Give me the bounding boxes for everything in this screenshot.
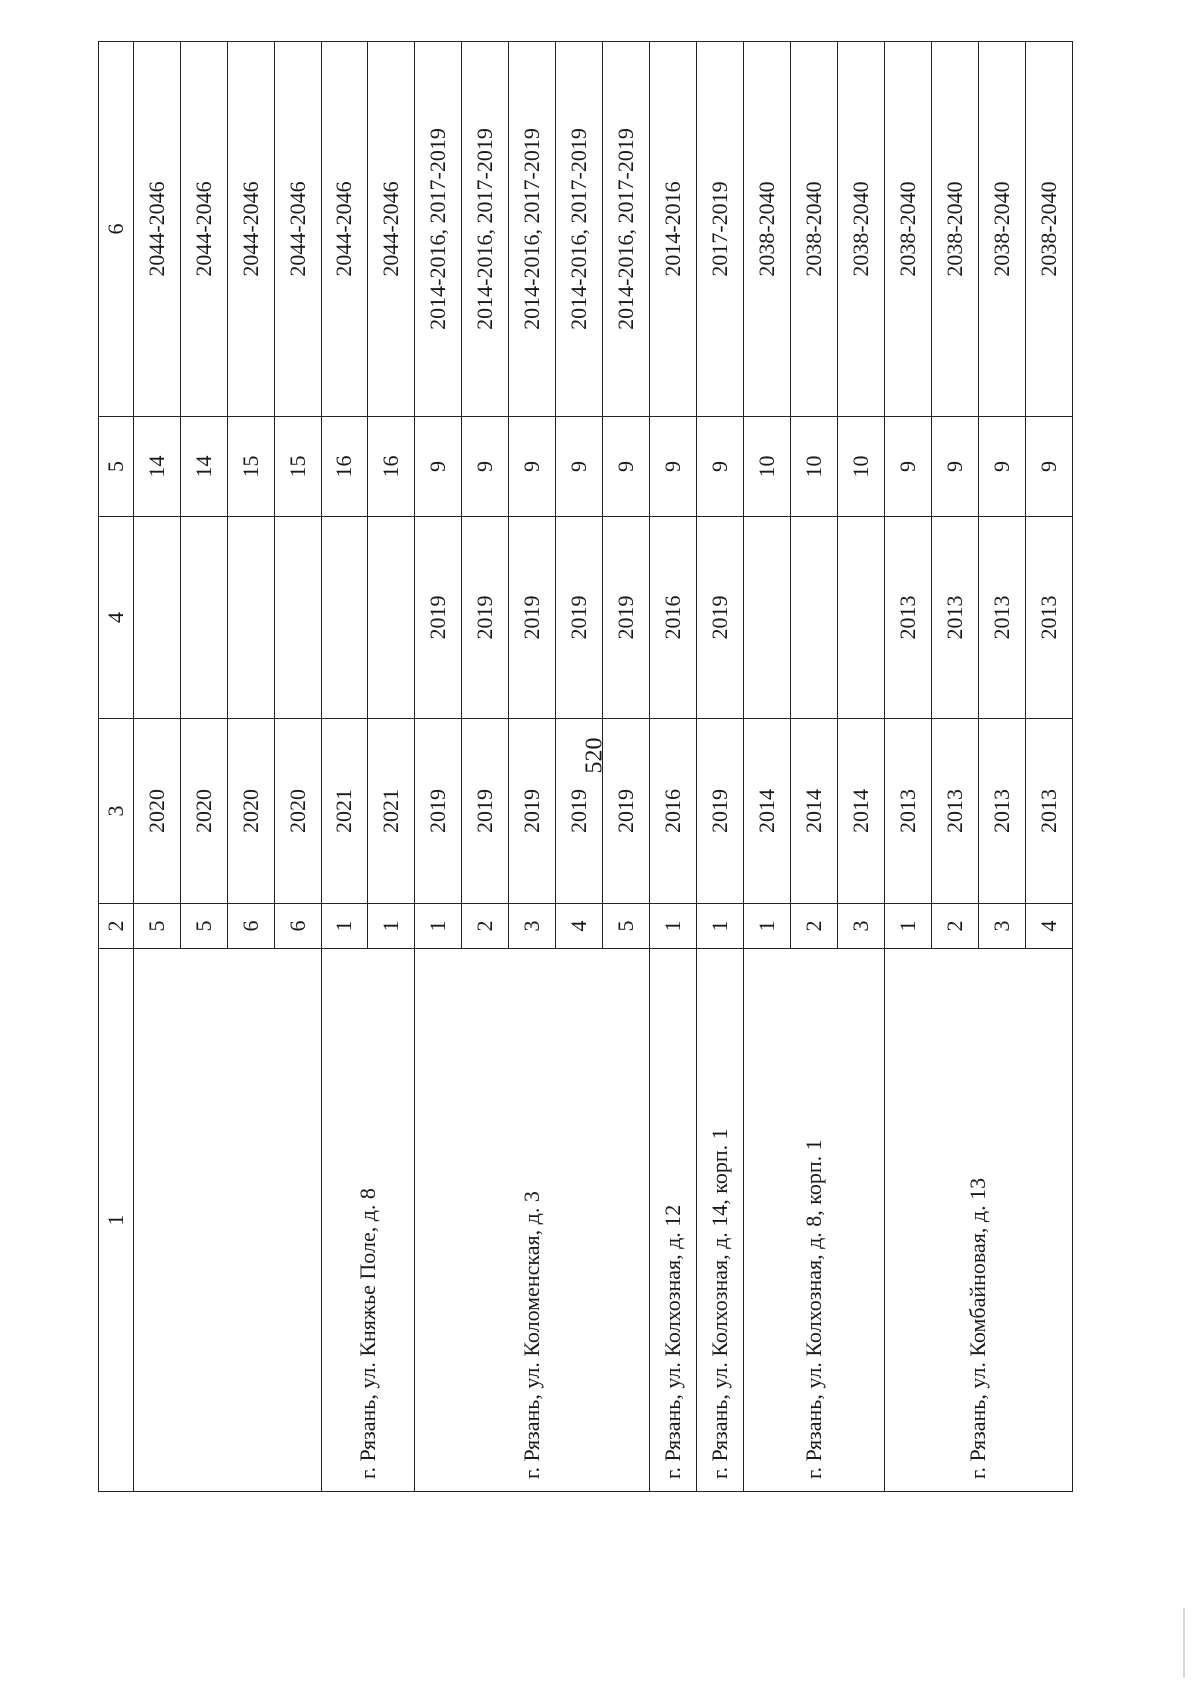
period-cell: 2038-2040 — [931, 42, 978, 417]
year-cell: 2019 — [603, 719, 650, 904]
period-cell: 2038-2040 — [838, 42, 885, 417]
period-cell: 2017-2019 — [697, 42, 744, 417]
entrance-number-cell: 1 — [321, 904, 368, 949]
year-cell: 2013 — [931, 719, 978, 904]
floors-cell: 10 — [838, 417, 885, 517]
actual-year-cell: 2019 — [697, 517, 744, 719]
actual-year-cell: 2019 — [462, 517, 509, 719]
entrance-number-cell: 3 — [978, 904, 1025, 949]
header-cell: 1 — [99, 949, 134, 1492]
period-cell: 2044-2046 — [368, 42, 415, 417]
entrance-number-cell: 5 — [180, 904, 227, 949]
floors-cell: 9 — [556, 417, 603, 517]
period-cell: 2014-2016, 2017-2019 — [603, 42, 650, 417]
entrance-number-cell: 4 — [1025, 904, 1072, 949]
entrance-number-cell: 3 — [838, 904, 885, 949]
actual-year-cell: 2019 — [415, 517, 462, 719]
actual-year-cell — [180, 517, 227, 719]
entrance-number-cell: 6 — [274, 904, 321, 949]
year-cell: 2020 — [133, 719, 180, 904]
entrance-number-cell: 5 — [133, 904, 180, 949]
period-cell: 2044-2046 — [274, 42, 321, 417]
period-cell: 2014-2016, 2017-2019 — [509, 42, 556, 417]
year-cell: 2019 — [509, 719, 556, 904]
period-cell: 2038-2040 — [1025, 42, 1072, 417]
floors-cell: 15 — [274, 417, 321, 517]
year-cell: 2013 — [1025, 719, 1072, 904]
period-cell: 2038-2040 — [884, 42, 931, 417]
actual-year-cell: 2016 — [650, 517, 697, 719]
floors-cell: 15 — [227, 417, 274, 517]
entrance-number-cell: 3 — [509, 904, 556, 949]
entrance-number-cell: 5 — [603, 904, 650, 949]
floors-cell: 16 — [368, 417, 415, 517]
actual-year-cell — [838, 517, 885, 719]
table-row — [415, 42, 462, 1492]
floors-cell: 9 — [509, 417, 556, 517]
entrance-number-cell: 1 — [744, 904, 791, 949]
year-cell: 2013 — [884, 719, 931, 904]
header-cell: 5 — [99, 417, 134, 517]
period-cell: 2044-2046 — [180, 42, 227, 417]
entrance-number-cell: 2 — [791, 904, 838, 949]
floors-cell: 9 — [1025, 417, 1072, 517]
year-cell: 2016 — [650, 719, 697, 904]
period-cell: 2038-2040 — [791, 42, 838, 417]
entrance-number-cell: 4 — [556, 904, 603, 949]
entrance-number-cell: 1 — [650, 904, 697, 949]
table-row — [884, 42, 931, 1492]
period-cell: 2044-2046 — [133, 42, 180, 417]
table-body — [99, 42, 1073, 1492]
floors-cell: 9 — [697, 417, 744, 517]
year-cell: 2019 — [556, 719, 603, 904]
actual-year-cell — [791, 517, 838, 719]
address-cell — [133, 949, 321, 1492]
period-cell: 2014-2016, 2017-2019 — [462, 42, 509, 417]
header-cell: 4 — [99, 517, 134, 719]
period-cell: 2014-2016, 2017-2019 — [556, 42, 603, 417]
actual-year-cell: 2013 — [884, 517, 931, 719]
address-cell: г. Рязань, ул. Колхозная, д. 8, корп. 1 — [744, 949, 885, 1492]
floors-cell: 10 — [791, 417, 838, 517]
year-cell: 2020 — [274, 719, 321, 904]
floors-cell: 9 — [931, 417, 978, 517]
period-cell: 2044-2046 — [227, 42, 274, 417]
actual-year-cell — [321, 517, 368, 719]
floors-cell: 16 — [321, 417, 368, 517]
floors-cell: 9 — [978, 417, 1025, 517]
page-number: 520 — [581, 737, 608, 774]
year-cell: 2020 — [180, 719, 227, 904]
year-cell: 2021 — [321, 719, 368, 904]
table-row — [321, 42, 368, 1492]
actual-year-cell: 2019 — [509, 517, 556, 719]
table-row — [744, 42, 791, 1492]
entrance-number-cell: 1 — [884, 904, 931, 949]
period-cell: 2014-2016, 2017-2019 — [415, 42, 462, 417]
year-cell: 2014 — [838, 719, 885, 904]
table-row — [133, 42, 180, 1492]
period-cell: 2014-2016 — [650, 42, 697, 417]
actual-year-cell: 2019 — [603, 517, 650, 719]
actual-year-cell — [274, 517, 321, 719]
actual-year-cell: 2013 — [978, 517, 1025, 719]
floors-cell: 9 — [462, 417, 509, 517]
scan-edge-mark — [1183, 1608, 1185, 1678]
period-cell: 2038-2040 — [744, 42, 791, 417]
entrance-number-cell: 6 — [227, 904, 274, 949]
floors-cell: 14 — [133, 417, 180, 517]
floors-cell: 9 — [884, 417, 931, 517]
floors-cell: 9 — [603, 417, 650, 517]
actual-year-cell: 2013 — [931, 517, 978, 719]
address-cell: г. Рязань, ул. Колхозная, д. 14, корп. 1 — [697, 949, 744, 1492]
actual-year-cell: 2013 — [1025, 517, 1072, 719]
header-cell: 3 — [99, 719, 134, 904]
floors-cell: 9 — [650, 417, 697, 517]
actual-year-cell — [133, 517, 180, 719]
table-container — [98, 42, 1073, 1492]
table-row — [697, 42, 744, 1492]
year-cell: 2020 — [227, 719, 274, 904]
address-cell: г. Рязань, ул. Комбайновая, д. 13 — [884, 949, 1072, 1492]
year-cell: 2019 — [462, 719, 509, 904]
year-cell: 2013 — [978, 719, 1025, 904]
actual-year-cell — [744, 517, 791, 719]
period-cell: 2038-2040 — [978, 42, 1025, 417]
schedule-table — [98, 41, 1073, 1492]
floors-cell: 9 — [415, 417, 462, 517]
actual-year-cell: 2019 — [556, 517, 603, 719]
header-cell: 6 — [99, 42, 134, 417]
header-cell: 2 — [99, 904, 134, 949]
entrance-number-cell: 2 — [462, 904, 509, 949]
floors-cell: 10 — [744, 417, 791, 517]
year-cell: 2014 — [791, 719, 838, 904]
year-cell: 2019 — [697, 719, 744, 904]
address-cell: г. Рязань, ул. Колхозная, д. 12 — [650, 949, 697, 1492]
year-cell: 2014 — [744, 719, 791, 904]
actual-year-cell — [368, 517, 415, 719]
entrance-number-cell: 1 — [415, 904, 462, 949]
floors-cell: 14 — [180, 417, 227, 517]
table-header-row — [99, 42, 134, 1492]
actual-year-cell — [227, 517, 274, 719]
entrance-number-cell: 2 — [931, 904, 978, 949]
year-cell: 2021 — [368, 719, 415, 904]
address-cell: г. Рязань, ул. Коломенская, д. 3 — [415, 949, 650, 1492]
table-row — [650, 42, 697, 1492]
entrance-number-cell: 1 — [697, 904, 744, 949]
address-cell: г. Рязань, ул. Княжье Поле, д. 8 — [321, 949, 415, 1492]
period-cell: 2044-2046 — [321, 42, 368, 417]
year-cell: 2019 — [415, 719, 462, 904]
entrance-number-cell: 1 — [368, 904, 415, 949]
